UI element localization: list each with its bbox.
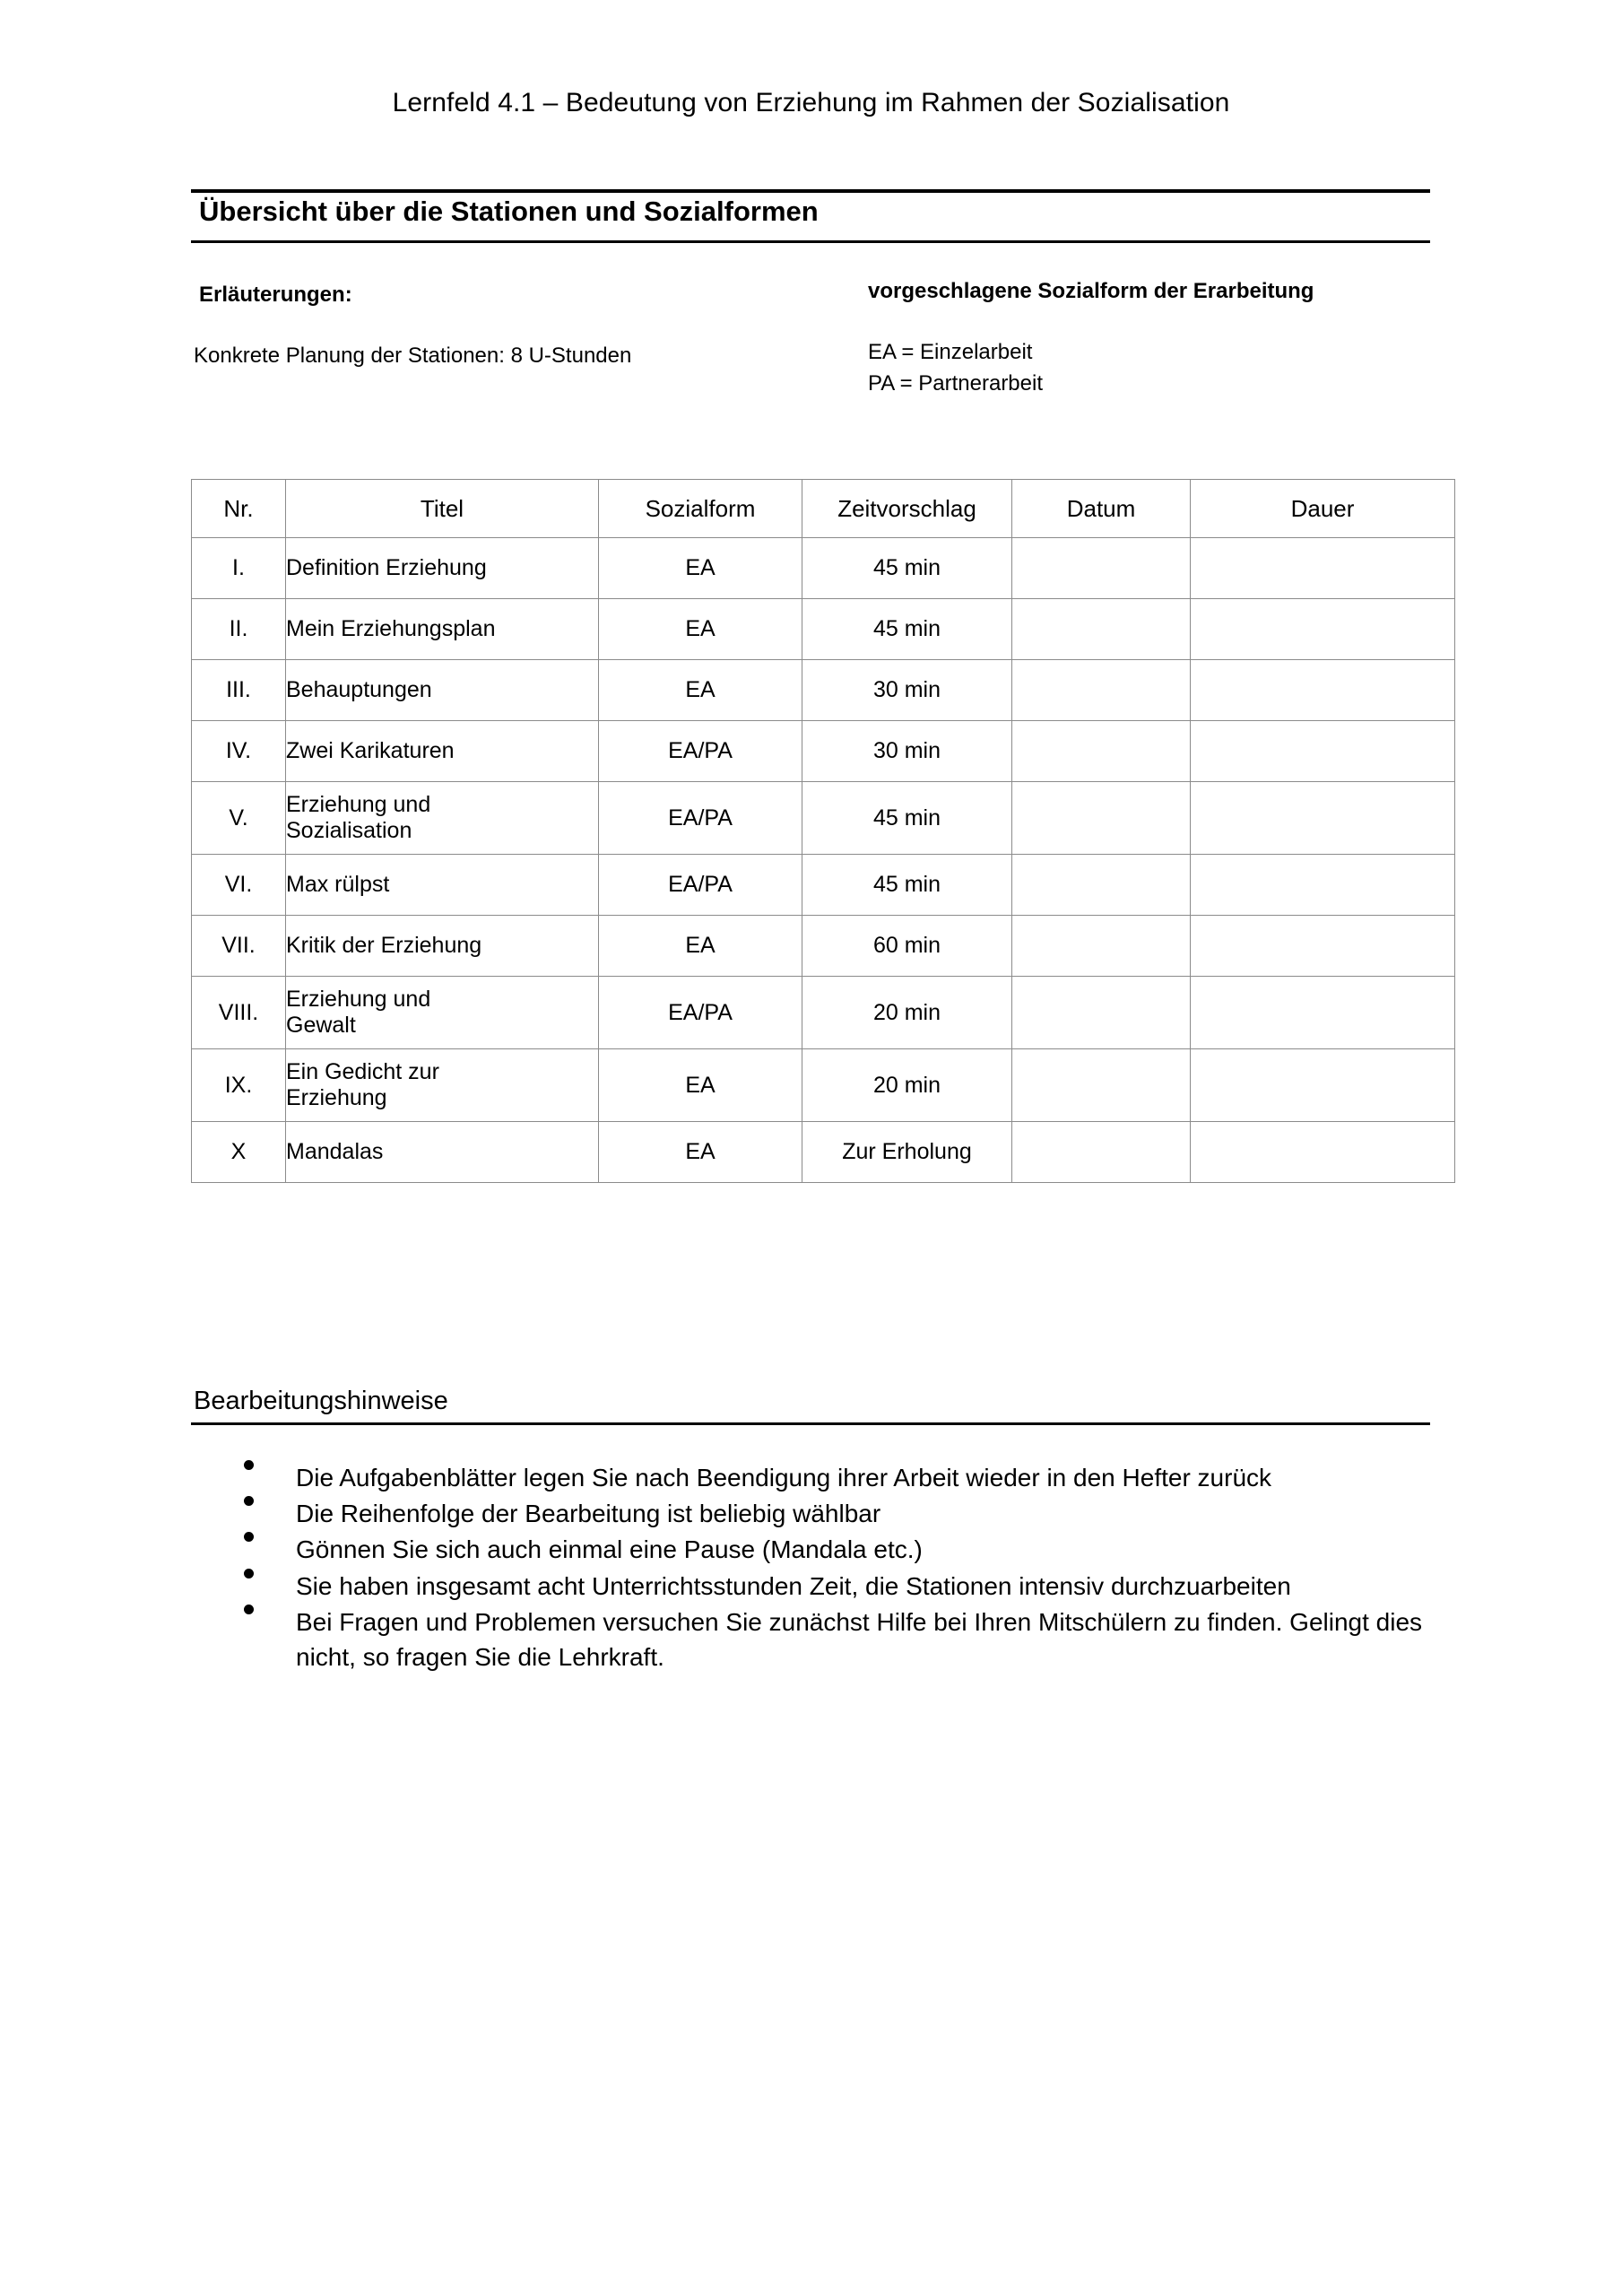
table-row — [192, 599, 1455, 660]
cell-dauer — [1191, 855, 1455, 916]
cell-sozialform: EA/PA — [599, 721, 802, 782]
table-row — [192, 660, 1455, 721]
cell-sozialform: EA — [599, 538, 802, 599]
cell-dauer — [1191, 1122, 1455, 1183]
cell-zeitvorschlag: 30 min — [802, 660, 1012, 721]
cell-nr: V. — [192, 782, 286, 855]
cell-zeitvorschlag: 45 min — [802, 538, 1012, 599]
column-header-dauer: Dauer — [1191, 480, 1455, 538]
cell-datum — [1012, 660, 1191, 721]
bullet-icon — [244, 1569, 254, 1578]
list-item — [194, 1605, 1449, 1674]
column-header-zeitvorschlag: Zeitvorschlag — [802, 480, 1012, 538]
cell-nr: I. — [192, 538, 286, 599]
cell-zeitvorschlag: 20 min — [802, 977, 1012, 1049]
cell-dauer — [1191, 782, 1455, 855]
cell-nr: X — [192, 1122, 286, 1183]
list-item — [194, 1460, 1449, 1495]
cell-titel: Erziehung und Sozialisation — [286, 782, 599, 855]
title-rule-top — [191, 189, 1430, 193]
cell-dauer — [1191, 1049, 1455, 1122]
cell-nr: IV. — [192, 721, 286, 782]
cell-sozialform: EA — [599, 599, 802, 660]
cell-nr: VIII. — [192, 977, 286, 1049]
legend-item-pa: PA = Partnerarbeit — [868, 370, 1043, 396]
bullet-icon — [244, 1532, 254, 1542]
social-form-label: vorgeschlagene Sozialform der Erarbeitung — [868, 279, 1314, 303]
cell-sozialform: EA — [599, 1049, 802, 1122]
cell-zeitvorschlag: 45 min — [802, 599, 1012, 660]
table-row — [192, 782, 1455, 855]
cell-sozialform: EA — [599, 1122, 802, 1183]
cell-titel: Erziehung und Gewalt — [286, 977, 599, 1049]
cell-sozialform: EA — [599, 660, 802, 721]
page-title: Übersicht über die Stationen und Sozialformen — [199, 196, 819, 227]
running-header: Lernfeld 4.1 – Bedeutung von Erziehung im Rahmen der Sozialisation — [392, 88, 1230, 117]
list-item-text: Bei Fragen und Problemen versuchen Sie zunächst Hilfe bei Ihren Mitschülern zu finden. Gelingt dies nicht, so fragen Sie die Lehrkraft. — [296, 1607, 1423, 1671]
cell-datum — [1012, 599, 1191, 660]
cell-dauer — [1191, 538, 1455, 599]
cell-titel: Ein Gedicht zur Erziehung — [286, 1049, 599, 1122]
column-header-sozialform: Sozialform — [599, 480, 802, 538]
cell-dauer — [1191, 660, 1455, 721]
list-item-text: Gönnen Sie sich auch einmal eine Pause (Mandala etc.) — [296, 1535, 923, 1564]
title-rule-bottom — [191, 240, 1430, 243]
list-item-text: Sie haben insgesamt acht Unterrichtsstunden Zeit, die Stationen intensiv durchzuarbeiten — [296, 1571, 1291, 1600]
legend-item-ea: EA = Einzelarbeit — [868, 340, 1033, 364]
cell-nr: II. — [192, 599, 286, 660]
bullet-icon — [244, 1460, 254, 1470]
cell-datum — [1012, 782, 1191, 855]
table-row — [192, 1122, 1455, 1183]
cell-datum — [1012, 538, 1191, 599]
cell-titel: Mandalas — [286, 1122, 599, 1183]
table-row — [192, 977, 1455, 1049]
explanations-text: Konkrete Planung der Stationen: 8 U-Stunden — [194, 344, 632, 368]
cell-zeitvorschlag: 30 min — [802, 721, 1012, 782]
list-item-text: Die Aufgabenblätter legen Sie nach Beendigung ihrer Arbeit wieder in den Hefter zurück — [296, 1464, 1272, 1492]
list-item — [194, 1569, 1449, 1604]
cell-nr: VI. — [192, 855, 286, 916]
table-row — [192, 538, 1455, 599]
bullet-icon — [244, 1605, 254, 1614]
cell-zeitvorschlag: 20 min — [802, 1049, 1012, 1122]
table-row — [192, 855, 1455, 916]
cell-titel: Kritik der Erziehung — [286, 916, 599, 977]
cell-nr: VII. — [192, 916, 286, 977]
notes-heading: Bearbeitungshinweise — [194, 1387, 448, 1415]
table-row — [192, 1049, 1455, 1122]
explanations-label: Erläuterungen: — [199, 283, 352, 307]
table-row — [192, 916, 1455, 977]
table-row — [192, 721, 1455, 782]
cell-nr: III. — [192, 660, 286, 721]
cell-titel: Max rülpst — [286, 855, 599, 916]
cell-datum — [1012, 916, 1191, 977]
cell-sozialform: EA — [599, 916, 802, 977]
list-item — [194, 1496, 1449, 1531]
column-header-nr: Nr. — [192, 480, 286, 538]
cell-datum — [1012, 1122, 1191, 1183]
cell-titel: Zwei Karikaturen — [286, 721, 599, 782]
cell-titel: Definition Erziehung — [286, 538, 599, 599]
cell-zeitvorschlag: Zur Erholung — [802, 1122, 1012, 1183]
cell-zeitvorschlag: 45 min — [802, 782, 1012, 855]
cell-dauer — [1191, 977, 1455, 1049]
cell-datum — [1012, 977, 1191, 1049]
cell-datum — [1012, 855, 1191, 916]
cell-datum — [1012, 721, 1191, 782]
notes-list — [194, 1460, 1449, 1675]
cell-sozialform: EA/PA — [599, 855, 802, 916]
cell-zeitvorschlag: 45 min — [802, 855, 1012, 916]
social-form-legend — [868, 337, 1043, 400]
cell-dauer — [1191, 599, 1455, 660]
notes-rule — [191, 1422, 1430, 1425]
cell-sozialform: EA/PA — [599, 977, 802, 1049]
cell-titel: Mein Erziehungsplan — [286, 599, 599, 660]
list-item — [194, 1532, 1449, 1567]
table-header-row — [192, 480, 1455, 538]
table-body — [192, 538, 1455, 1183]
cell-titel: Behauptungen — [286, 660, 599, 721]
list-item-text: Die Reihenfolge der Bearbeitung ist beliebig wählbar — [296, 1500, 881, 1528]
bullet-icon — [244, 1496, 254, 1506]
cell-nr: IX. — [192, 1049, 286, 1122]
cell-datum — [1012, 1049, 1191, 1122]
stations-table — [191, 479, 1455, 1183]
column-header-titel: Titel — [286, 480, 599, 538]
column-header-datum: Datum — [1012, 480, 1191, 538]
cell-dauer — [1191, 916, 1455, 977]
cell-sozialform: EA/PA — [599, 782, 802, 855]
cell-zeitvorschlag: 60 min — [802, 916, 1012, 977]
cell-dauer — [1191, 721, 1455, 782]
